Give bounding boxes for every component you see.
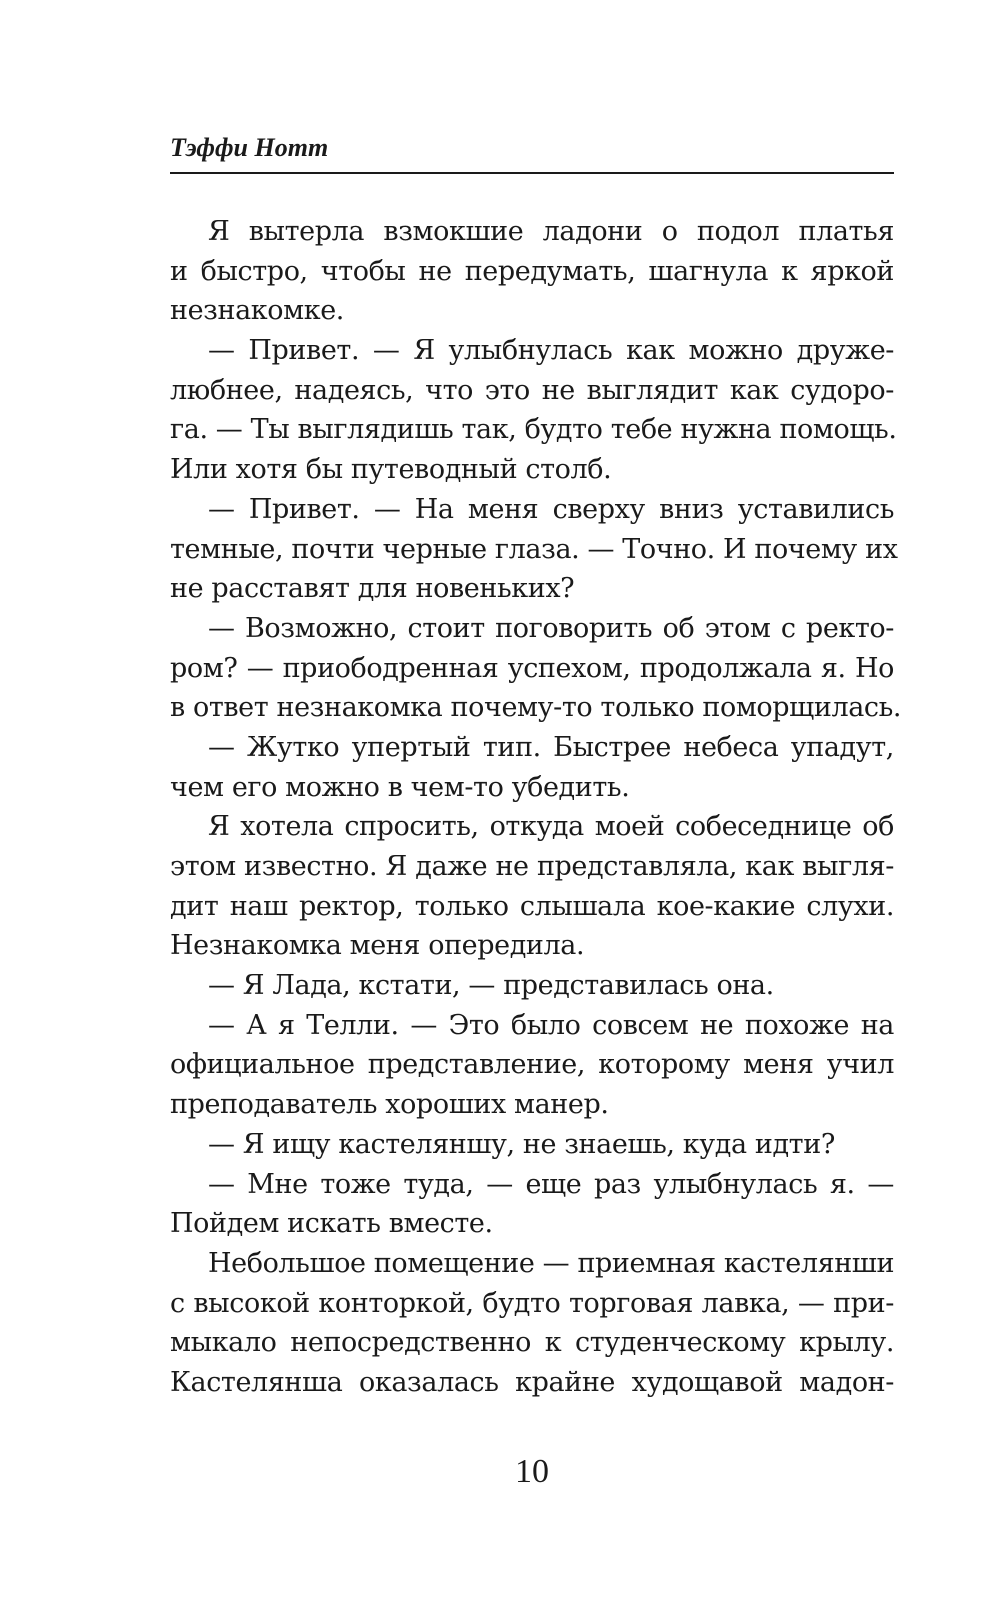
text-line: с высокой конторкой, будто торговая лавка, — при- xyxy=(170,1287,894,1319)
text-line: Или хотя бы путеводный столб. xyxy=(170,454,612,486)
text-line: Незнакомка меня опередила. xyxy=(170,930,585,962)
text-line: Пойдем искать вместе. xyxy=(170,1208,493,1240)
page-number: 10 xyxy=(515,1453,549,1490)
header-rule xyxy=(170,172,894,174)
text-line: Я вытерла взмокшие ладони о подол платья xyxy=(208,216,894,247)
text-line: незнакомке. xyxy=(170,295,344,327)
text-line: преподаватель хороших манер. xyxy=(170,1089,609,1121)
text-line: — Я ищу кастеляншу, не знаешь, куда идти? xyxy=(208,1128,835,1160)
text-line: — Жутко упертый тип. Быстрее небеса упадут, xyxy=(208,731,894,763)
text-line: в ответ незнакомка почему-то только поморщилась. xyxy=(170,692,902,724)
text-line: Кастелянша оказалась крайне худощавой мадон- xyxy=(170,1366,894,1398)
text-line: — А я Телли. — Это было совсем не похоже на xyxy=(208,1009,894,1041)
text-line: дит наш ректор, только слышала кое-какие слухи. xyxy=(170,890,894,922)
text-line: Я хотела спросить, откуда моей собеседнице об xyxy=(208,811,894,843)
text-line: — Привет. — На меня сверху вниз уставились xyxy=(208,493,894,525)
text-line: чем его можно в чем-то убедить. xyxy=(170,771,630,803)
text-line: — Возможно, стоит поговорить об этом с ректо- xyxy=(208,612,894,644)
text-line: — Мне тоже туда, — еще раз улыбнулась я. — xyxy=(208,1168,894,1200)
text-line: ром? — приободренная успехом, продолжала я. Но xyxy=(170,652,894,684)
text-line: и быстро, чтобы не передумать, шагнула к яркой xyxy=(170,255,894,287)
text-line: — Я Лада, кстати, — представилась она. xyxy=(208,970,774,1002)
text-line: — Привет. — Я улыбнулась как можно друже- xyxy=(208,335,894,367)
text-line: темные, почти черные глаза. — Точно. И почему их xyxy=(170,533,898,565)
text-line: Небольшое помещение — приемная кастелянши xyxy=(208,1247,895,1279)
body-text xyxy=(170,212,902,1403)
text-line: мыкало непосредственно к студенческому крылу. xyxy=(170,1327,894,1359)
text-line: любнее, надеясь, что это не выглядит как судоро- xyxy=(170,374,894,406)
text-line: га. — Ты выглядишь так, будто тебе нужна помощь. xyxy=(170,414,897,446)
text-line: этом известно. Я даже не представляла, как выгля- xyxy=(170,851,894,882)
text-line: официальное представление, которому меня учил xyxy=(170,1049,894,1081)
text-line: не расставят для новеньких? xyxy=(170,573,575,605)
running-head-author: Тэффи Нотт xyxy=(170,133,329,162)
